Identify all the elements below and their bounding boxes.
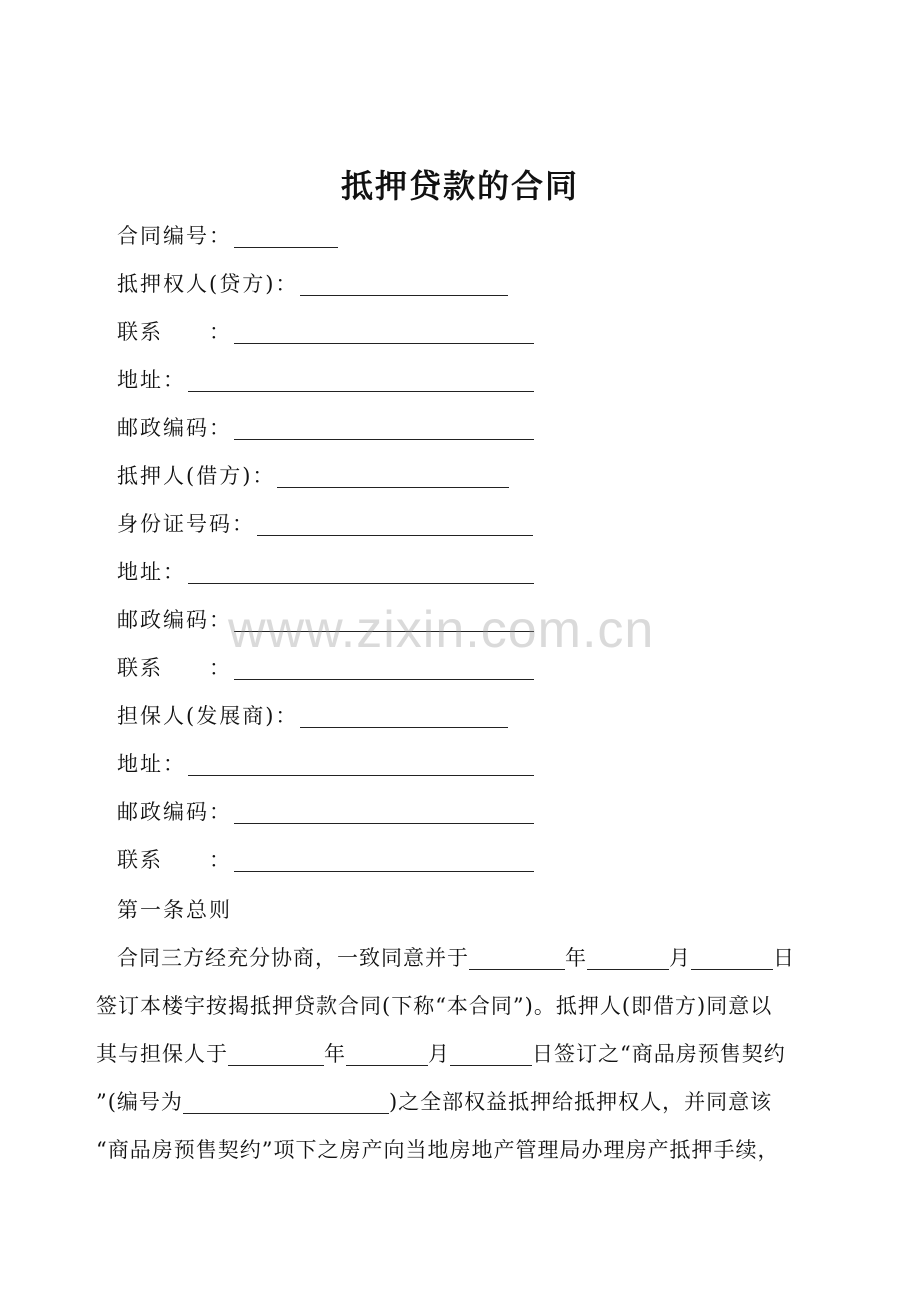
field-label: 邮政编码： (117, 416, 232, 440)
field-label: 地址： (117, 368, 186, 392)
field-mortgagor-contact (117, 653, 534, 683)
field-label: 地址： (117, 752, 186, 776)
field-label: 担保人(发展商)： (117, 704, 299, 728)
blank-line (234, 851, 534, 872)
blank-line (450, 1045, 532, 1066)
paragraph-line-3 (96, 1038, 786, 1070)
section-heading: 第一条总则 (117, 898, 232, 922)
field-id-number (117, 509, 533, 539)
field-label: 抵押权人(贷方)： (117, 272, 299, 296)
blank-line (346, 1045, 428, 1066)
blank-line (234, 659, 534, 680)
blank-line (228, 1045, 324, 1066)
field-mortgagee-contact (117, 317, 534, 347)
text-run: 年 (565, 946, 587, 970)
document-title: 抵押贷款的合同 (340, 167, 579, 205)
blank-line (257, 515, 533, 536)
field-label: 邮政编码： (117, 800, 232, 824)
text-run: 日 (773, 946, 795, 970)
blank-line (234, 323, 534, 344)
text-run: ”(编号为 (96, 1090, 183, 1114)
paragraph-line-2: 签订本楼宇按揭抵押贷款合同(下称“本合同”)。抵押人(即借方)同意以 (96, 994, 773, 1018)
watermark: www.zixin.com.cn (228, 601, 655, 659)
text-run: 合同三方经充分协商，一致同意并于 (117, 946, 469, 970)
field-guarantor-address (117, 749, 534, 779)
text-run: 其与担保人于 (96, 1042, 228, 1066)
field-guarantor-postcode (117, 797, 534, 827)
text-run: )之全部权益抵押给抵押权人，并同意该 (388, 1090, 773, 1114)
field-guarantor-contact (117, 845, 534, 875)
blank-line (234, 611, 534, 632)
field-label: 联系 ： (117, 320, 232, 344)
field-label: 联系 ： (117, 656, 232, 680)
blank-line (691, 949, 773, 970)
blank-line (183, 1093, 389, 1114)
field-mortgagor (117, 461, 509, 491)
blank-line (300, 707, 508, 728)
text-run: 月 (669, 946, 691, 970)
blank-line (188, 755, 534, 776)
field-mortgagee (117, 269, 508, 299)
field-contract-number (117, 221, 338, 251)
paragraph-line-4 (96, 1086, 772, 1118)
field-label: 邮政编码： (117, 608, 232, 632)
field-label: 身份证号码： (117, 512, 255, 536)
blank-line (469, 949, 565, 970)
field-label: 抵押人(借方)： (117, 464, 276, 488)
text-run: 日签订之“商品房预售契约 (532, 1042, 786, 1066)
field-label: 合同编号： (117, 224, 232, 248)
blank-line (234, 803, 534, 824)
blank-line (234, 419, 534, 440)
blank-line (300, 275, 508, 296)
field-label: 地址： (117, 560, 186, 584)
field-guarantor (117, 701, 508, 731)
text-run: 年 (324, 1042, 346, 1066)
field-label: 联系 ： (117, 848, 232, 872)
field-mortgagee-postcode (117, 413, 534, 443)
blank-line (234, 227, 338, 248)
blank-line (188, 371, 534, 392)
text-run: 月 (428, 1042, 450, 1066)
paragraph-line-1 (117, 942, 795, 974)
field-mortgagor-postcode (117, 605, 534, 635)
field-mortgagee-address (117, 365, 534, 395)
field-mortgagor-address (117, 557, 534, 587)
paragraph-line-5: “商品房预售契约”项下之房产向当地房地产管理局办理房产抵押手续， (96, 1138, 780, 1162)
blank-line (188, 563, 534, 584)
blank-line (277, 467, 509, 488)
blank-line (587, 949, 669, 970)
